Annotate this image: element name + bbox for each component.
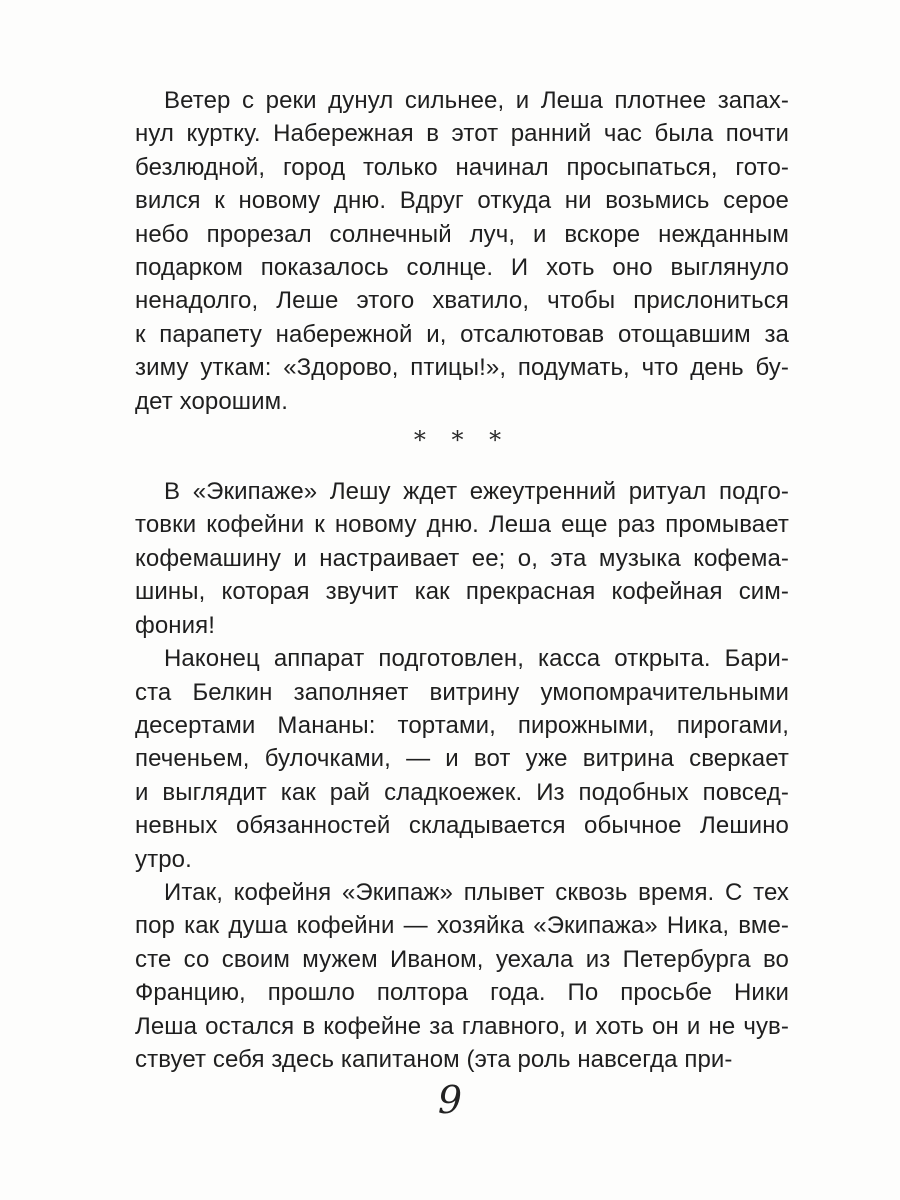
text-line: утро. <box>135 845 192 873</box>
paragraph <box>135 876 789 1076</box>
paragraph <box>135 84 789 418</box>
text-line: сте со своим мужем Иваном, уехала из Петербурга во <box>135 945 789 973</box>
text-line: подарком показалось солнце. И хоть оно выглянуло <box>135 254 789 282</box>
section-separator: * * * <box>413 426 511 455</box>
text-line: кофемашину и настраивает ее; о, эта музыка кофема- <box>135 544 789 572</box>
text-line: Итак, кофейня «Экипаж» плывет сквозь время. С тех <box>164 878 789 906</box>
text-line: десертами Мананы: тортами, пирожными, пирогами, <box>135 711 789 739</box>
page-number: 9 <box>437 1078 463 1122</box>
text-line: шины, которая звучит как прекрасная кофейная сим- <box>135 578 789 606</box>
text-line: В «Экипаже» Лешу ждет ежеутренний ритуал подго- <box>164 478 789 506</box>
text-line: пор как душа кофейни — хозяйка «Экипажа» Ника, вме- <box>135 912 789 940</box>
text-line: фония! <box>135 611 216 639</box>
paragraph <box>135 642 789 876</box>
paragraph <box>135 475 789 642</box>
text-line: Леша остался в кофейне за главного, и хоть он и не чув- <box>135 1012 789 1040</box>
text-line: Ветер с реки дунул сильнее, и Леша плотнее запах- <box>164 87 789 114</box>
text-line: товки кофейни к новому дню. Леша еще раз промывает <box>135 511 789 539</box>
text-line: небо прорезал солнечный луч, и вскоре нежданным <box>135 220 789 248</box>
text-line: дет хорошим. <box>135 387 289 415</box>
text-line: ненадолго, Леше этого хватило, чтобы прислониться <box>135 287 789 315</box>
text-line: ствует себя здесь капитаном (эта роль навсегда при- <box>135 1045 733 1073</box>
text-line: и выглядит как рай сладкоежек. Из подобных повсед- <box>135 778 789 806</box>
text-line: ста Белкин заполняет витрину умопомрачительными <box>135 678 789 706</box>
text-line: Францию, прошло полтора года. По просьбе Ники <box>135 979 789 1007</box>
text-block <box>135 84 789 1076</box>
text-line: печеньем, булочками, — и вот уже витрина сверкает <box>135 745 789 773</box>
text-line: Наконец аппарат подготовлен, касса открыта. Бари- <box>164 645 789 673</box>
text-line: вился к новому дню. Вдруг откуда ни возьмись серое <box>135 187 789 215</box>
text-line: нул куртку. Набережная в этот ранний час была почти <box>135 120 789 148</box>
text-line: безлюдной, город только начинал просыпаться, гото- <box>135 153 789 181</box>
text-line: к парапету набережной и, отсалютовав отощавшим за <box>135 320 789 348</box>
text-line: зиму уткам: «Здорово, птицы!», подумать, что день бу- <box>135 354 789 382</box>
text-line: невных обязанностей складывается обычное Лешино <box>135 812 789 840</box>
